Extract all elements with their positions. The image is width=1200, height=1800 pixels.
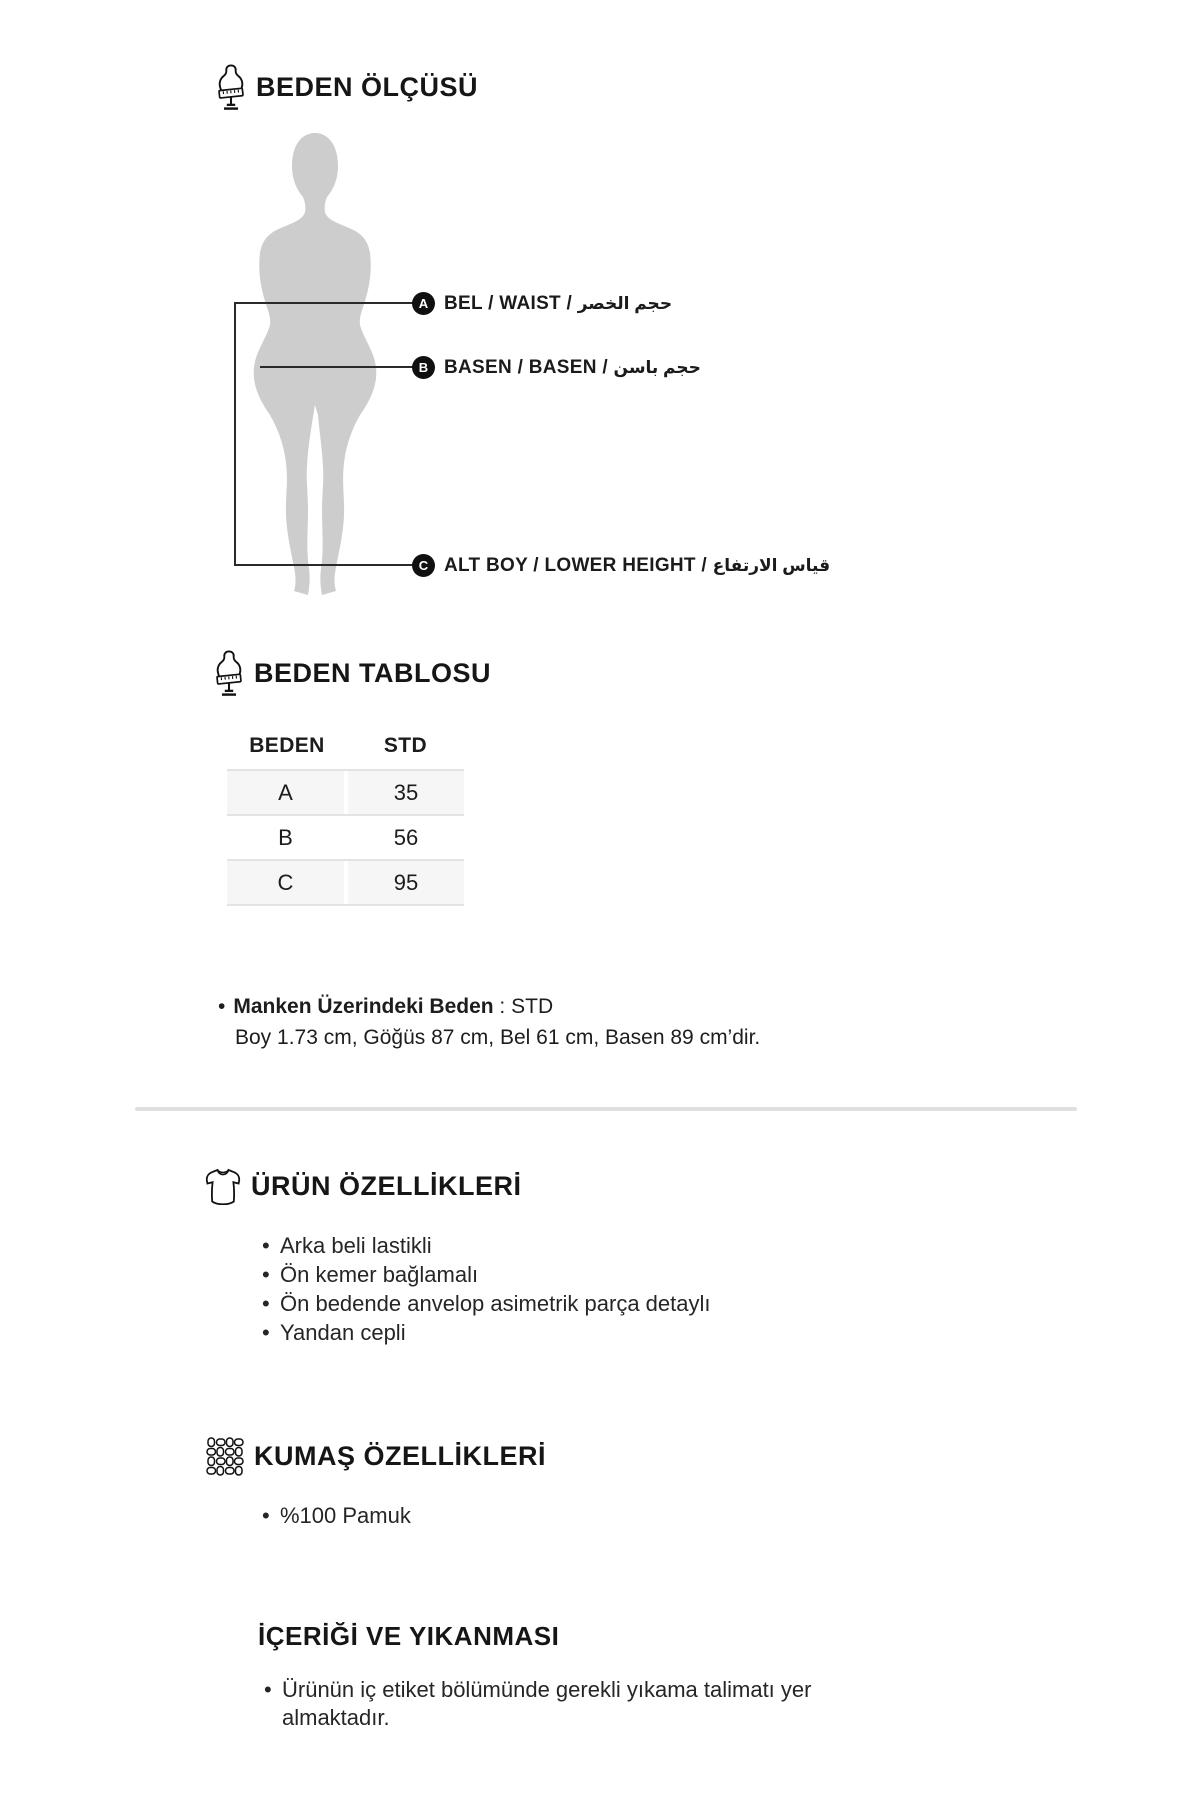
hip-measure-line [260,366,413,368]
size-table-title: BEDEN TABLOSU [254,658,492,688]
model-size-note: • Manken Üzerindeki Beden : STD Boy 1.73 cm, Göğüs 87 cm, Bel 61 cm, Basen 89 cm’dir. [218,991,760,1053]
care-item: • Ürünün iç etiket bölümünde gerekli yıkama talimatı yer almaktadır. [264,1676,842,1732]
size-table [227,723,464,906]
care-title: İÇERİĞİ VE YIKANMASI [258,1621,560,1651]
label-a-text: BEL / WAIST /​ حجم الخصر [444,292,673,314]
product-features-list [262,1231,710,1347]
product-features-title: ÜRÜN ÖZELLİKLERİ [251,1171,522,1201]
column-header-beden: BEDEN [249,734,325,757]
feature-item: • Yandan cepli [262,1318,710,1347]
section-divider [135,1107,1077,1111]
waist-measure-line [234,302,413,304]
row-label: A [227,771,344,814]
column-header-std: STD [383,734,428,757]
label-b-text: BASEN / BASEN /​ حجم باسن [444,356,701,378]
row-label: B [227,816,344,859]
fabric-features-list [262,1501,411,1530]
label-a-badge: A [412,292,435,315]
fabric-item: • %100 Pamuk [262,1501,411,1530]
label-b-badge: B [412,356,435,379]
size-table-head [227,723,464,769]
row-value: 56 [348,816,464,859]
mannequin-icon [216,64,246,111]
feature-item: • Arka beli lastikli [262,1231,710,1260]
measure-label-hip [412,356,701,379]
label-c-badge: C [412,554,435,577]
measure-label-waist [412,292,672,315]
measure-bracket [234,302,236,566]
model-size-label: Manken Üzerindeki Beden [233,995,494,1018]
tshirt-icon [205,1168,241,1205]
model-measurements: Boy 1.73 cm, Göğüs 87 cm, Bel 61 cm, Basen 89 cm’dir. [235,1026,761,1049]
lower-height-measure-line [234,564,413,566]
row-value: 35 [348,771,464,814]
table-row [227,814,464,859]
fabric-features-header [206,1436,546,1476]
model-size-value: STD [511,995,554,1018]
size-guide-title: BEDEN ÖLÇÜSÜ [256,72,479,102]
size-guide-header [216,64,478,111]
label-c-text: ALT BOY / LOWER HEIGHT /​ قياس الارتفاع [444,554,831,576]
row-label: C [227,861,344,904]
fabric-features-title: KUMAŞ ÖZELLİKLERİ [254,1440,546,1471]
fabric-weave-icon [206,1436,244,1476]
table-row [227,859,464,904]
product-features-header [205,1168,522,1205]
care-list [264,1676,842,1732]
mannequin-icon [214,650,244,697]
measure-label-lower-height [412,554,830,577]
feature-item: • Ön bedende anvelop asimetrik parça detaylı [262,1289,710,1318]
feature-item: • Ön kemer bağlamalı [262,1260,710,1289]
size-table-header [214,650,491,697]
row-value: 95 [348,861,464,904]
bullet-dot: • [218,995,226,1018]
table-row [227,769,464,814]
